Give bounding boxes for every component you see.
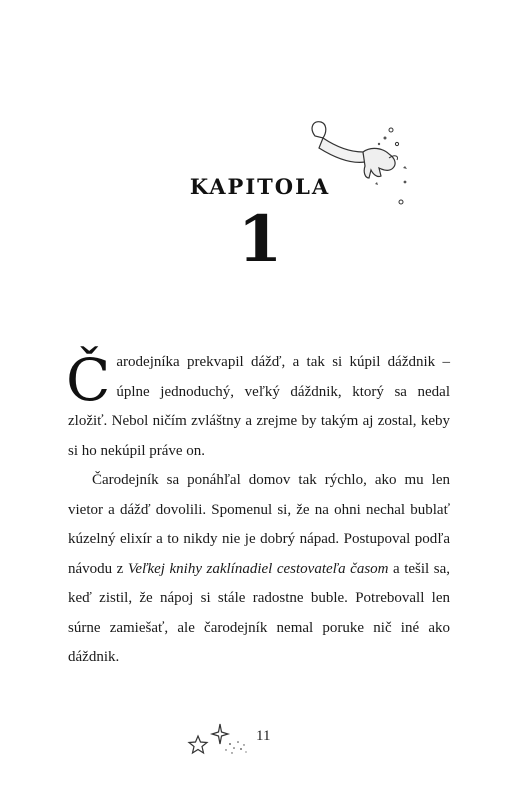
drop-cap: Č [66, 346, 111, 414]
chapter-label: KAPITOLA [189, 174, 331, 199]
paragraph-2-text-start: Čarodejník sa ponáhľal domov tak rýchlo, ako mu len vietor a dážď dovolili. Spomenul si, že na ohni nechal bublať kúzelný elixír a to nikdy nie je dobrý nápad. Postupoval podľa návodu z [68, 472, 450, 577]
stars-icon [186, 722, 256, 762]
paragraph-1-text: arodejníka prekvapil dážď, a tak si kúpil dáždnik – úplne jednoduchý, veľký dáždnik, ktorý sa nedal zložiť. Nebol ničím zvláštny a zrejme by takým aj zostal, keby si ho nekúpil práve on. [68, 354, 450, 459]
chapter-body [68, 348, 450, 673]
page-footer [0, 722, 520, 762]
paragraph-2 [68, 466, 450, 673]
paragraph-2-text-end: a tešil sa, keď zistil, že nápoj si stále radostne buble. Potrebovall len súrne zamiešať, ale čarodejník nemal poruke nič iné ako dáždnik. [68, 560, 450, 665]
chapter-number: 1 [237, 202, 283, 277]
paragraph-1 [68, 348, 450, 466]
book-title-italic: Veľkej knihy zaklínadiel cestovateľa časom [127, 560, 389, 577]
page-number: 11 [256, 728, 271, 744]
